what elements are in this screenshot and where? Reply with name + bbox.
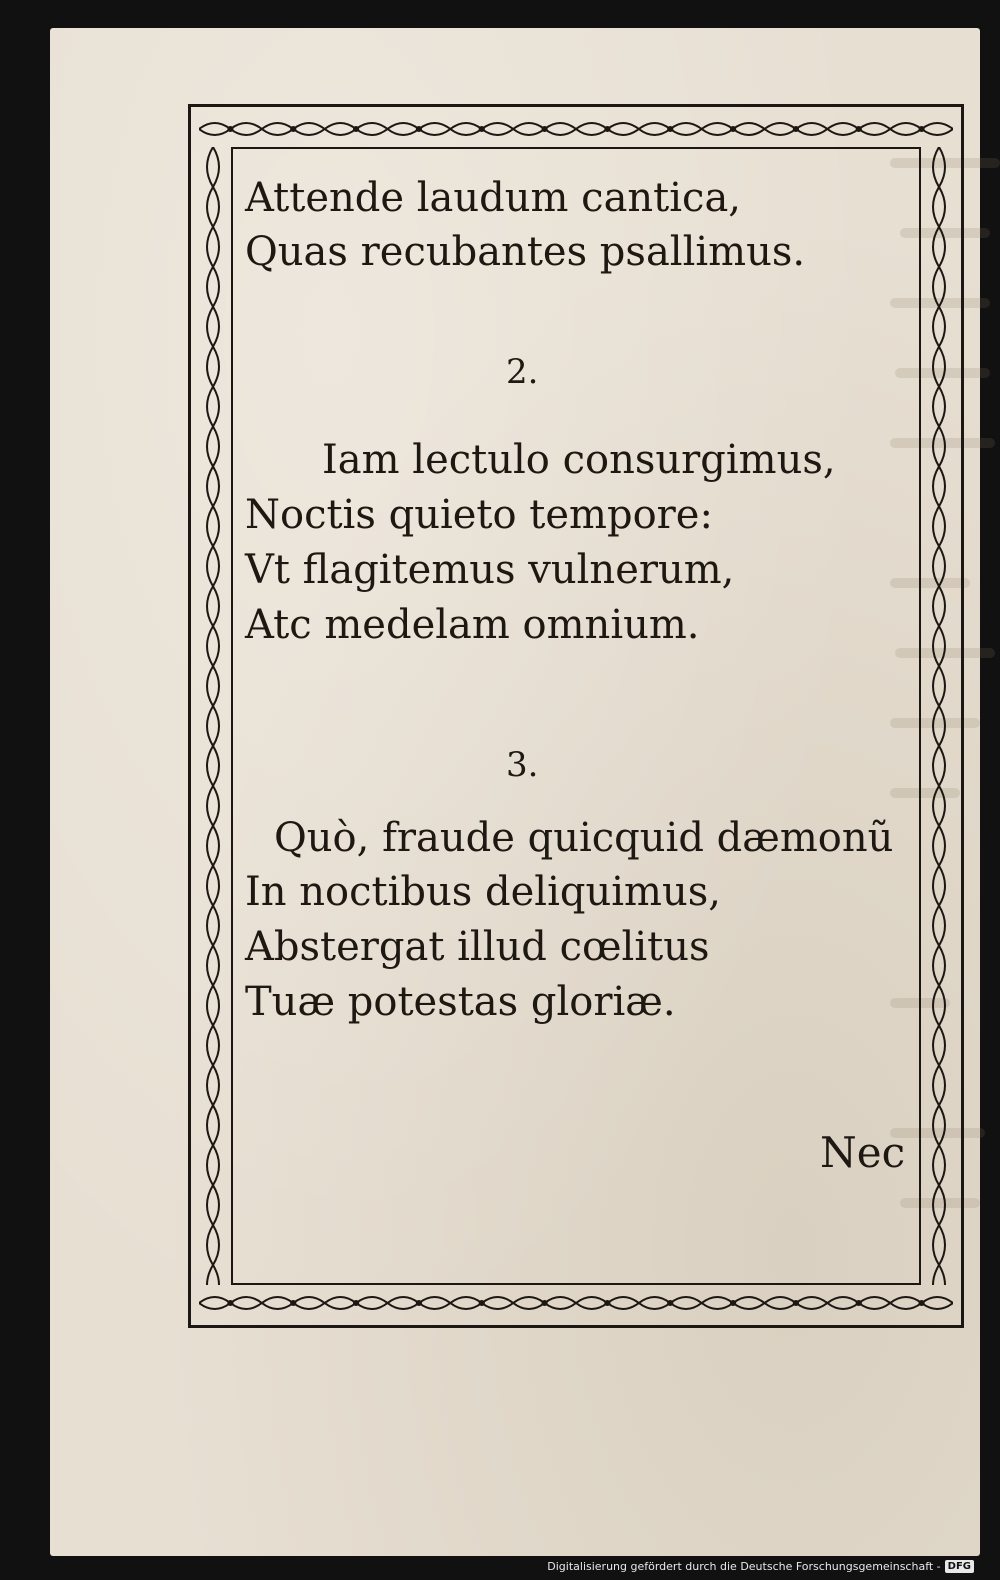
- verse-line: Quas recubantes psallimus.: [245, 229, 806, 275]
- ornament-border-left: [199, 147, 227, 1285]
- verse-line: In noctibus deliquimus,: [245, 869, 721, 915]
- dfg-logo: DFG: [945, 1560, 974, 1573]
- credit-text: Digitalisierung gefördert durch die Deutsche Forschungsgemeinschaft -: [547, 1559, 941, 1573]
- verse-line: Quò, fraude quicquid dæmonũ: [274, 815, 894, 861]
- ornament-border-bottom: [199, 1289, 953, 1317]
- digitization-credit: [547, 1554, 974, 1578]
- verse-line: Abstergat illud cœlitus: [245, 924, 710, 970]
- ornament-border-top: [199, 115, 953, 143]
- verse-line: Tuæ potestas gloriæ.: [245, 979, 676, 1025]
- text-area-border: [231, 147, 921, 1285]
- stanza-number: 2.: [506, 352, 539, 392]
- verse-line: Atc medelam omnium.: [245, 602, 700, 648]
- verse-line: Iam lectulo consurgimus,: [322, 437, 836, 483]
- verse-line: Vt flagitemus vulnerum,: [245, 547, 735, 593]
- stanza-number: 3.: [506, 745, 539, 785]
- ornament-border-right: [925, 147, 953, 1285]
- verse-line: Attende laudum cantica,: [245, 175, 742, 221]
- verse-line: Noctis quieto tempore:: [245, 492, 713, 538]
- catchword: Nec: [820, 1128, 906, 1177]
